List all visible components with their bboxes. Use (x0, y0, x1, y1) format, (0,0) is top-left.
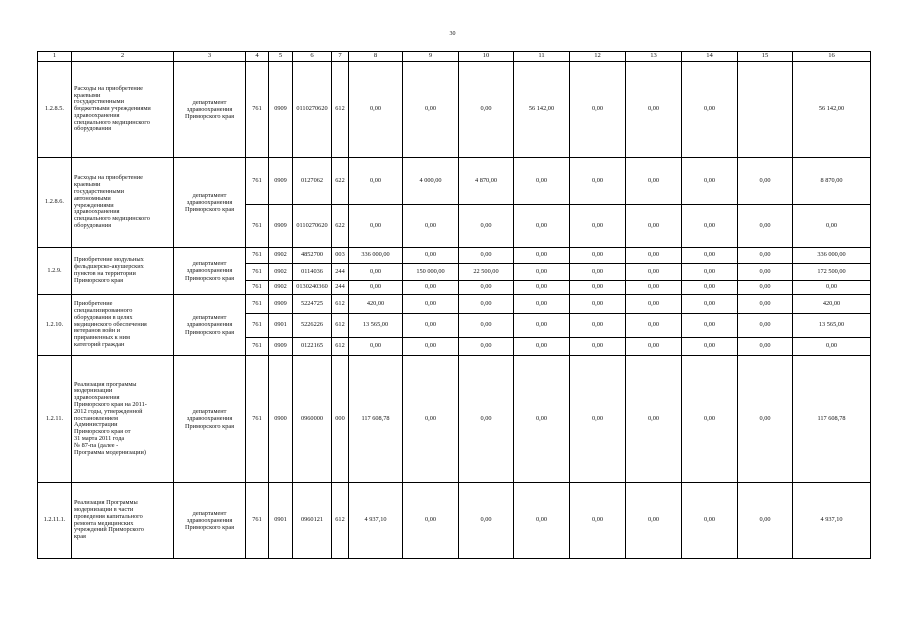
amount-col-12: 0,00 (514, 356, 570, 483)
code-admin: 761 (246, 264, 269, 281)
amount-col-10: 0,00 (403, 356, 459, 483)
code-type: 612 (332, 62, 349, 158)
amount-col-13: 0,00 (570, 338, 626, 356)
amount-col-11: 4 870,00 (459, 158, 514, 205)
amount-col-12: 0,00 (514, 248, 570, 264)
amount-col-14: 0,00 (626, 295, 682, 314)
amount-col-17: 172 500,00 (793, 264, 871, 281)
amount-col-9: 420,00 (349, 295, 403, 314)
table-row (38, 483, 871, 559)
header-cell-3: 3 (174, 52, 246, 62)
amount-col-9: 117 608,78 (349, 356, 403, 483)
amount-col-11: 0,00 (459, 295, 514, 314)
header-cell-5: 5 (269, 52, 293, 62)
amount-col-12: 0,00 (514, 158, 570, 205)
amount-col-9: 0,00 (349, 338, 403, 356)
code-section: 0909 (269, 295, 293, 314)
amount-col-13: 0,00 (570, 205, 626, 248)
amount-col-9: 0,00 (349, 281, 403, 295)
amount-col-15: 0,00 (682, 295, 738, 314)
amount-col-16: 0,00 (738, 314, 793, 338)
header-cell-2: 2 (72, 52, 174, 62)
code-section: 0902 (269, 281, 293, 295)
code-admin: 761 (246, 205, 269, 248)
code-section: 0909 (269, 338, 293, 356)
amount-col-17: 13 565,00 (793, 314, 871, 338)
amount-col-15: 0,00 (682, 356, 738, 483)
header-cell-8: 8 (349, 52, 403, 62)
amount-col-13: 0,00 (570, 62, 626, 158)
code-section: 0902 (269, 248, 293, 264)
amount-col-15: 0,00 (682, 264, 738, 281)
code-type: 612 (332, 483, 349, 559)
header-row (38, 52, 871, 62)
amount-col-16: 0,00 (738, 264, 793, 281)
amount-col-10: 0,00 (403, 62, 459, 158)
amount-col-13: 0,00 (570, 483, 626, 559)
amount-col-13: 0,00 (570, 264, 626, 281)
row-description: Расходы на приобретение краевыми государственными бюджетными учреждениями здравоохранения специального медицинского оборудования (72, 62, 174, 158)
amount-col-16: 0,00 (738, 295, 793, 314)
code-target: 0114036 (293, 264, 332, 281)
code-target: 5224725 (293, 295, 332, 314)
row-description: Реализация программы модернизации здравоохранения Приморского края на 2011- 2012 годы, утвержденной постановлением Администрации Приморского края от 31 марта 2011 года № 87-па (далее - Программа модернизации) (72, 356, 174, 483)
amount-col-13: 0,00 (570, 356, 626, 483)
amount-col-13: 0,00 (570, 314, 626, 338)
amount-col-15: 0,00 (682, 338, 738, 356)
header-cell-11: 11 (514, 52, 570, 62)
header-cell-13: 13 (626, 52, 682, 62)
code-type: 612 (332, 295, 349, 314)
row-id: 1.2.10. (38, 295, 72, 356)
code-admin: 761 (246, 338, 269, 356)
code-type: 000 (332, 356, 349, 483)
code-target: 0960121 (293, 483, 332, 559)
code-section: 0902 (269, 264, 293, 281)
amount-col-9: 0,00 (349, 205, 403, 248)
amount-col-17: 8 870,00 (793, 158, 871, 205)
row-department: департамент здравоохранения Приморского края (174, 295, 246, 356)
code-section: 0909 (269, 158, 293, 205)
amount-col-14: 0,00 (626, 314, 682, 338)
code-type: 622 (332, 158, 349, 205)
amount-col-11: 0,00 (459, 338, 514, 356)
amount-col-14: 0,00 (626, 248, 682, 264)
amount-col-9: 0,00 (349, 264, 403, 281)
code-target: 0110270620 (293, 62, 332, 158)
amount-col-17: 56 142,00 (793, 62, 871, 158)
row-id: 1.2.8.6. (38, 158, 72, 248)
amount-col-16: 0,00 (738, 281, 793, 295)
code-section: 0901 (269, 314, 293, 338)
amount-col-14: 0,00 (626, 205, 682, 248)
code-admin: 761 (246, 158, 269, 205)
table-row (38, 295, 871, 314)
code-target: 4852700 (293, 248, 332, 264)
row-description: Приобретение модульных фельдшерско-акушерских пунктов на территории Приморского края (72, 248, 174, 295)
amount-col-9: 13 565,00 (349, 314, 403, 338)
row-department: департамент здравоохранения Приморского края (174, 158, 246, 248)
amount-col-16: 0,00 (738, 338, 793, 356)
amount-col-17: 0,00 (793, 338, 871, 356)
amount-col-11: 0,00 (459, 248, 514, 264)
amount-col-17: 0,00 (793, 205, 871, 248)
amount-col-15: 0,00 (682, 314, 738, 338)
amount-col-16: 0,00 (738, 483, 793, 559)
amount-col-16: 0,00 (738, 158, 793, 205)
amount-col-15: 0,00 (682, 483, 738, 559)
amount-col-11: 0,00 (459, 356, 514, 483)
row-description: Приобретение специализированного оборудования в целях медицинского обеспечения ветеранов войн и приравненных к ним категорий граждан (72, 295, 174, 356)
code-type: 612 (332, 314, 349, 338)
code-type: 003 (332, 248, 349, 264)
row-id: 1.2.11.1. (38, 483, 72, 559)
amount-col-14: 0,00 (626, 158, 682, 205)
header-cell-6: 6 (293, 52, 332, 62)
code-admin: 761 (246, 356, 269, 483)
amount-col-12: 0,00 (514, 205, 570, 248)
header-cell-16: 16 (793, 52, 871, 62)
row-id: 1.2.9. (38, 248, 72, 295)
amount-col-12: 0,00 (514, 314, 570, 338)
code-admin: 761 (246, 483, 269, 559)
code-section: 0901 (269, 483, 293, 559)
amount-col-12: 0,00 (514, 295, 570, 314)
amount-col-10: 0,00 (403, 205, 459, 248)
row-description: Реализация Программы модернизации в части проведения капитального ремонта медицинских учреждений Приморского края (72, 483, 174, 559)
amount-col-11: 22 500,00 (459, 264, 514, 281)
amount-col-11: 0,00 (459, 62, 514, 158)
table-row (38, 62, 871, 158)
amount-col-15: 0,00 (682, 248, 738, 264)
code-target: 5226226 (293, 314, 332, 338)
code-admin: 761 (246, 248, 269, 264)
amount-col-15: 0,00 (682, 281, 738, 295)
page-number: 30 (449, 31, 456, 37)
code-section: 0909 (269, 205, 293, 248)
amount-col-12: 56 142,00 (514, 62, 570, 158)
amount-col-10: 0,00 (403, 248, 459, 264)
amount-col-14: 0,00 (626, 483, 682, 559)
amount-col-11: 0,00 (459, 205, 514, 248)
code-target: 0122165 (293, 338, 332, 356)
code-admin: 761 (246, 314, 269, 338)
amount-col-10: 0,00 (403, 314, 459, 338)
row-description: Расходы на приобретение краевыми государственными автономными учреждениями здравоохранения специального медицинского оборудования (72, 158, 174, 248)
table-row (38, 356, 871, 483)
code-type: 622 (332, 205, 349, 248)
header-cell-15: 15 (738, 52, 793, 62)
amount-col-13: 0,00 (570, 248, 626, 264)
amount-col-11: 0,00 (459, 483, 514, 559)
amount-col-12: 0,00 (514, 281, 570, 295)
amount-col-14: 0,00 (626, 264, 682, 281)
amount-col-17: 0,00 (793, 281, 871, 295)
code-admin: 761 (246, 281, 269, 295)
code-target: 0127062 (293, 158, 332, 205)
amount-col-17: 420,00 (793, 295, 871, 314)
header-cell-14: 14 (682, 52, 738, 62)
code-type: 244 (332, 281, 349, 295)
amount-col-14: 0,00 (626, 338, 682, 356)
row-id: 1.2.8.5. (38, 62, 72, 158)
header-cell-12: 12 (570, 52, 626, 62)
amount-col-16: 0,00 (738, 248, 793, 264)
code-admin: 761 (246, 295, 269, 314)
amount-col-9: 0,00 (349, 62, 403, 158)
table-row (38, 248, 871, 264)
amount-col-16: 0,00 (738, 205, 793, 248)
amount-col-14: 0,00 (626, 62, 682, 158)
amount-col-10: 0,00 (403, 338, 459, 356)
amount-col-17: 4 937,10 (793, 483, 871, 559)
amount-col-15: 0,00 (682, 158, 738, 205)
amount-col-12: 0,00 (514, 264, 570, 281)
table-row (38, 158, 871, 205)
header-cell-4: 4 (246, 52, 269, 62)
row-department: департамент здравоохранения Приморского края (174, 62, 246, 158)
code-type: 612 (332, 338, 349, 356)
budget-table (37, 51, 871, 559)
row-id: 1.2.11. (38, 356, 72, 483)
amount-col-10: 0,00 (403, 483, 459, 559)
amount-col-14: 0,00 (626, 281, 682, 295)
code-section: 0909 (269, 62, 293, 158)
header-cell-7: 7 (332, 52, 349, 62)
amount-col-11: 0,00 (459, 314, 514, 338)
amount-col-9: 0,00 (349, 158, 403, 205)
amount-col-10: 0,00 (403, 295, 459, 314)
code-target: 0960000 (293, 356, 332, 483)
code-target: 0110270620 (293, 205, 332, 248)
row-department: департамент здравоохранения Приморского края (174, 248, 246, 295)
code-target: 0130240360 (293, 281, 332, 295)
amount-col-9: 336 000,00 (349, 248, 403, 264)
amount-col-13: 0,00 (570, 158, 626, 205)
code-admin: 761 (246, 62, 269, 158)
row-department: департамент здравоохранения Приморского края (174, 483, 246, 559)
amount-col-13: 0,00 (570, 295, 626, 314)
code-section: 0900 (269, 356, 293, 483)
amount-col-14: 0,00 (626, 356, 682, 483)
amount-col-12: 0,00 (514, 338, 570, 356)
header-cell-10: 10 (459, 52, 514, 62)
amount-col-16: 0,00 (738, 356, 793, 483)
amount-col-17: 336 000,00 (793, 248, 871, 264)
amount-col-13: 0,00 (570, 281, 626, 295)
amount-col-15: 0,00 (682, 205, 738, 248)
code-type: 244 (332, 264, 349, 281)
amount-col-17: 117 608,78 (793, 356, 871, 483)
amount-col-16 (738, 62, 793, 158)
amount-col-11: 0,00 (459, 281, 514, 295)
amount-col-10: 4 000,00 (403, 158, 459, 205)
row-department: департамент здравоохранения Приморского края (174, 356, 246, 483)
amount-col-9: 4 937,10 (349, 483, 403, 559)
header-cell-9: 9 (403, 52, 459, 62)
amount-col-15: 0,00 (682, 62, 738, 158)
amount-col-10: 0,00 (403, 281, 459, 295)
amount-col-10: 150 000,00 (403, 264, 459, 281)
amount-col-12: 0,00 (514, 483, 570, 559)
header-cell-1: 1 (38, 52, 72, 62)
